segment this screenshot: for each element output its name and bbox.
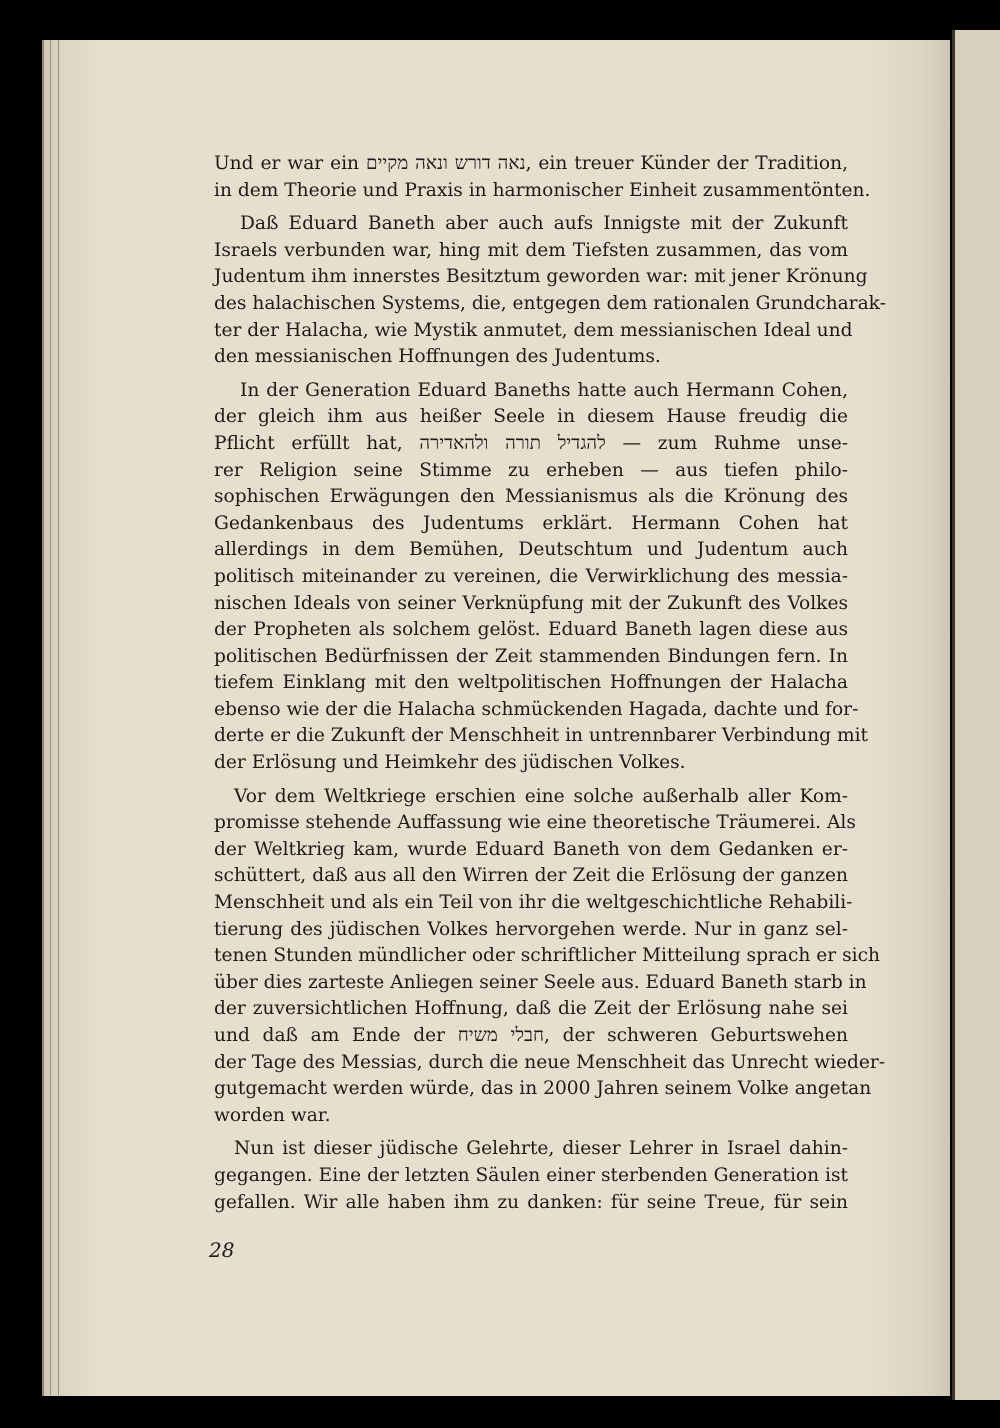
text-line: tierung des jüdischen Volkes hervorgehen werde. Nur in ganz sel- [214, 918, 848, 940]
text-line: der Erlösung und Heimkehr des jüdischen Volkes. [214, 752, 686, 774]
text-line: und daß am Ende der חבלי משיח, der schweren Geburtswehen [214, 1025, 848, 1046]
text-line: ebenso wie der die Halacha schmückenden Hagada, dachte und for- [214, 698, 859, 720]
text-line: politisch miteinander zu vereinen, die Verwirklichung des messia- [214, 565, 848, 587]
page-number: 28 [209, 1238, 235, 1262]
text-line: des halachischen Systems, die, entgegen dem rationalen Grundcharak- [214, 292, 886, 314]
text-line: der gleich ihm aus heißer Seele in diesem Hause freudig die [214, 406, 848, 428]
text-line: Gedankenbaus des Judentums erklärt. Hermann Cohen hat [214, 512, 848, 534]
text-line: der Propheten als solchem gelöst. Eduard Baneth lagen diese aus [214, 619, 848, 641]
text-line: tenen Stunden mündlicher oder schriftlicher Mitteilung sprach er sich [214, 945, 880, 967]
text-line: Nun ist dieser jüdische Gelehrte, dieser Lehrer in Israel dahin- [234, 1138, 848, 1160]
text-line: gutgemacht werden würde, das in 2000 Jahren seinem Volke angetan [214, 1078, 872, 1100]
facing-page-edge [952, 30, 1000, 1400]
text-line: der Weltkrieg kam, wurde Eduard Baneth von dem Gedanken er- [214, 838, 848, 860]
text-line: rer Religion seine Stimme zu erheben — aus tiefen philo- [214, 459, 848, 481]
text-line: den messianischen Hoffnungen des Judentums. [214, 346, 661, 368]
text-line: Und er war ein נאה דורש ונאה מקיים, ein treuer Künder der Tradition, [214, 153, 848, 174]
text-line: tiefem Einklang mit den weltpolitischen Hoffnungen der Halacha [214, 672, 848, 694]
text-line: Judentum ihm innerstes Besitztum geworden war: mit jener Krönung [214, 266, 868, 288]
text-line: Vor dem Weltkriege erschien eine solche außerhalb aller Kom- [234, 785, 848, 807]
text-line: über dies zarteste Anliegen seiner Seele aus. Eduard Baneth starb in [214, 971, 867, 993]
text-line: der Tage des Messias, durch die neue Menschheit das Unrecht wieder- [214, 1051, 886, 1073]
text-line: Pflicht erfüllt hat, להגדיל תורה ולהאדירה — zum Ruhme unse- [214, 432, 848, 454]
text-line: Israels verbunden war, hing mit dem Tiefsten zusammen, das vom [214, 239, 848, 261]
text-line: gefallen. Wir alle haben ihm zu danken: für seine Treue, für sein [214, 1191, 848, 1213]
text-line: worden war. [214, 1104, 331, 1126]
text-line: Daß Eduard Baneth aber auch aufs Innigste mit der Zukunft [240, 213, 848, 235]
page-gutter [42, 40, 66, 1396]
text-line: In der Generation Eduard Baneths hatte auch Hermann Cohen, [240, 379, 848, 401]
text-line: sophischen Erwägungen den Messianismus als die Krönung des [214, 486, 848, 508]
text-line: schüttert, daß aus all den Wirren der Zeit die Erlösung der ganzen [214, 865, 848, 887]
text-line: in dem Theorie und Praxis in harmonischer Einheit zusammentönten. [214, 179, 871, 201]
text-line: Menschheit und als ein Teil von ihr die weltgeschichtliche Rehabili- [214, 892, 853, 914]
text-line: nischen Ideals von seiner Verknüpfung mit der Zukunft des Volkes [214, 592, 848, 614]
text-line: gegangen. Eine der letzten Säulen einer sterbenden Generation ist [214, 1164, 848, 1186]
text-line: ter der Halacha, wie Mystik anmutet, dem messianischen Ideal und [214, 319, 853, 341]
text-line: allerdings in dem Bemühen, Deutschtum und Judentum auch [214, 539, 848, 561]
text-line: politischen Bedürfnissen der Zeit stammenden Bindungen fern. In [214, 645, 848, 667]
text-line: promisse stehende Auffassung wie eine theoretische Träumerei. Als [214, 812, 856, 834]
body-text [214, 151, 886, 1216]
text-line: derte er die Zukunft der Menschheit in untrennbarer Verbindung mit [214, 725, 869, 747]
text-line: der zuversichtlichen Hoffnung, daß die Zeit der Erlösung nahe sei [214, 998, 848, 1020]
